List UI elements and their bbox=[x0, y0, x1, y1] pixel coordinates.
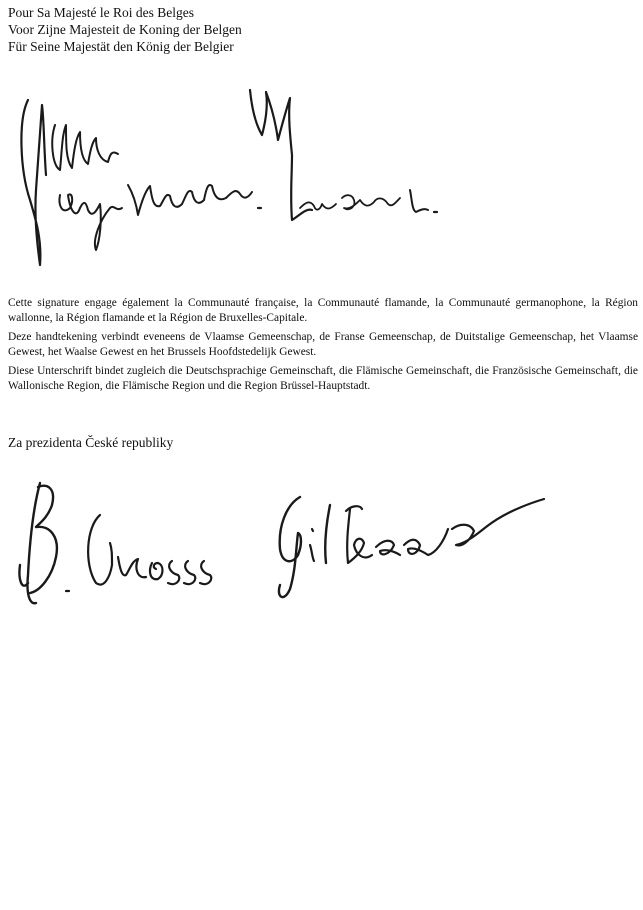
heading-dutch: Voor Zijne Majesteit de Koning der Belgen bbox=[8, 22, 242, 37]
note-french: Cette signature engage également la Communauté française, la Communauté flamande, la Communauté germanophone, la Région wallonne, la Région flamande et la Région de Bruxelles-Capitale. bbox=[8, 297, 638, 325]
heading-german: Für Seine Majestät den König der Belgier bbox=[8, 39, 234, 54]
czech-signatures bbox=[0, 465, 643, 615]
note-dutch: Deze handtekening verbindt eveneens de Vlaamse Gemeenschap, de Franse Gemeenschap, de Duitstalige Gemeenschap, het Vlaamse Gewest, het Waalse Gewest en het Brussels Hoofdstedelijk Gewest. bbox=[8, 330, 638, 359]
czech-signatures-svg bbox=[0, 465, 643, 615]
belgian-signatures-svg bbox=[0, 80, 643, 280]
belgian-signatory-heading bbox=[8, 4, 242, 55]
czech-signatory-heading: Za prezidenta České republiky bbox=[8, 435, 174, 450]
belgian-signatures bbox=[0, 80, 643, 280]
signature-gross bbox=[19, 483, 211, 603]
heading-french: Pour Sa Majesté le Roi des Belges bbox=[8, 5, 194, 20]
signature-svoboda bbox=[279, 497, 544, 597]
signature-verhofstadt bbox=[21, 100, 261, 265]
signature-michel bbox=[250, 90, 437, 220]
note-german: Diese Unterschrift bindet zugleich die Deutschsprachige Gemeinschaft, die Flämische Gemeinschaft, die Französische Gemeinschaft, die Wallonische Region, die Flämische Region und die Region Brüssel-Hauptstadt. bbox=[8, 364, 638, 393]
belgian-signature-note bbox=[8, 296, 638, 397]
